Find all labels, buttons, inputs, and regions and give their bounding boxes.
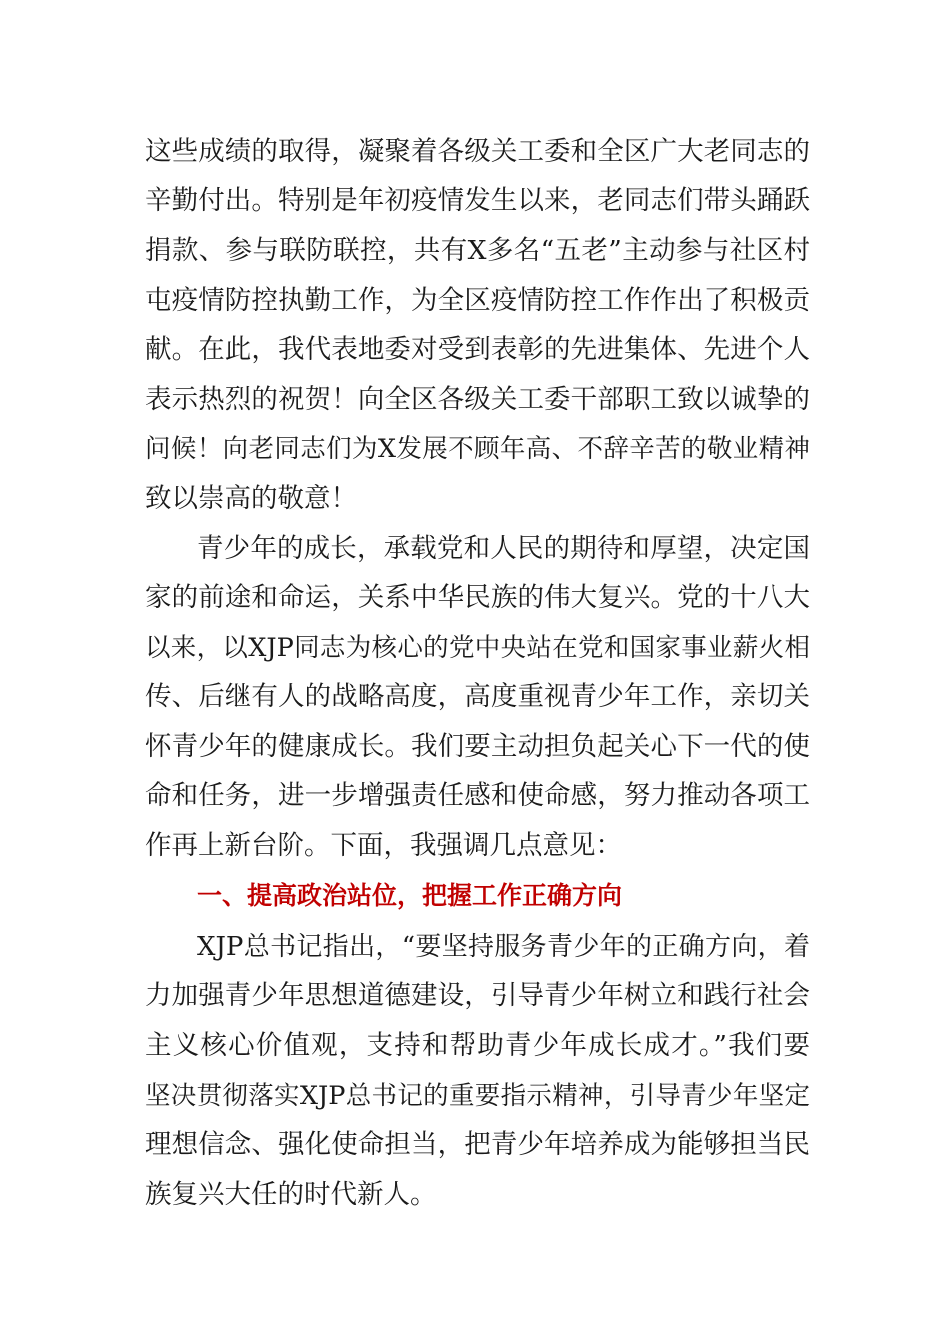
body-text-line: 理想信念、强化使命担当，把青少年培养成为能够担当民 <box>145 1129 810 1160</box>
body-text-line: 这些成绩的取得，凝聚着各级关工委和全区广大老同志的 <box>145 136 810 167</box>
body-text-line: 问候！向老同志们为X发展不顾年高、不辞辛苦的敬业精神 <box>145 434 810 464</box>
body-text-line: 青少年的成长，承载党和人民的期待和厚望，决定国 <box>197 533 810 564</box>
body-text-line: 命和任务，进一步增强责任感和使命感，努力推动各项工 <box>145 780 810 811</box>
body-text-line: 屯疫情防控执勤工作，为全区疫情防控工作作出了积极贡 <box>145 285 810 316</box>
body-text-line: 辛勤付出。特别是年初疫情发生以来，老同志们带头踊跃 <box>145 185 810 216</box>
body-text-line: 致以崇高的敬意！ <box>145 483 357 514</box>
body-text-line: 主义核心价值观，支持和帮助青少年成长成才。”我们要 <box>145 1030 810 1061</box>
section-heading: 一、提高政治站位，把握工作正确方向 <box>197 881 623 910</box>
body-text-line: 传、后继有人的战略高度，高度重视青少年工作，亲切关 <box>145 681 810 712</box>
body-text-line: 怀青少年的健康成长。我们要主动担负起关心下一代的使 <box>145 731 810 762</box>
body-text-line: 捐款、参与联防联控，共有X多名“五老”主动参与社区村 <box>145 235 810 266</box>
body-text-line: 家的前途和命运，关系中华民族的伟大复兴。党的十八大 <box>145 582 810 613</box>
body-text-line: 以来，以XJP同志为核心的党中央站在党和国家事业薪火相 <box>145 633 810 663</box>
body-text-line: 族复兴大任的时代新人。 <box>145 1179 437 1210</box>
body-text-line: 献。在此，我代表地委对受到表彰的先进集体、先进个人 <box>145 334 810 365</box>
body-text-line: XJP总书记指出，“要坚持服务青少年的正确方向，着 <box>197 932 810 962</box>
body-text-line: 作再上新台阶。下面，我强调几点意见： <box>145 830 622 861</box>
body-text-line: 表示热烈的祝贺！向全区各级关工委干部职工致以诚挚的 <box>145 384 810 415</box>
body-text-line: 坚决贯彻落实XJP总书记的重要指示精神，引导青少年坚定 <box>145 1081 810 1111</box>
body-text-line: 力加强青少年思想道德建设，引导青少年树立和践行社会 <box>145 980 810 1011</box>
